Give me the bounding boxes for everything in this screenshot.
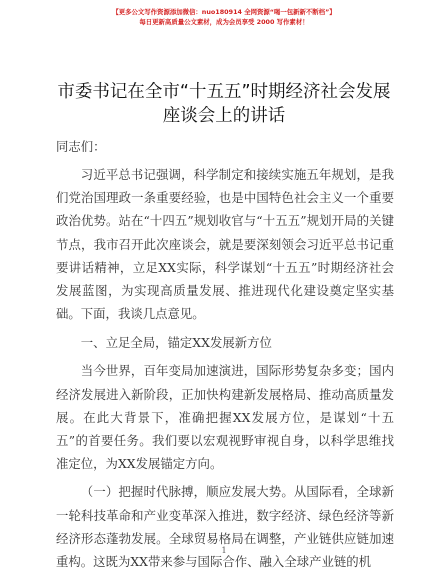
promo-banner bbox=[0, 7, 448, 27]
title-line-1: 市委书记在全市“十五五”时期经济社会发展 bbox=[57, 82, 391, 102]
promo-banner-line2: 每日更新高质量公文素材，成为会员享受 2000 写作素材！ bbox=[139, 18, 309, 26]
page-number: 1 bbox=[221, 546, 227, 555]
document-title bbox=[40, 80, 408, 128]
paragraph-3: （一）把握时代脉搏，顺应发展大势。从国际看，全球新一轮科技革命和产业变革深入推进，数字经济、绿色经济等新经济形态蓬勃发展。全球贸易格局在调整，产业链供应链加速重构。这既为XX带来参与国际合作、融入全球产业链的机 bbox=[56, 484, 394, 570]
title-line-2: 座谈会上的讲话 bbox=[162, 106, 286, 126]
section-heading-1: 一、立足全局，锚定XX发展新方位 bbox=[80, 335, 272, 351]
promo-banner-line1: 【更多公文写作资源添加微信：nuo180914 全网资源“喝一包新新不断档”】 bbox=[112, 8, 336, 16]
paragraph-1: 习近平总书记强调，科学制定和接续实施五年规划，是我们党治国理政一条重要经验，也是中国特色社会主义一个重要政治优势。站在“十四五”规划收官与“十五五”规划开局的关键节点，我市召开此次座谈会，就是要深刻领会习近平总书记重要讲话精神，立足XX实际，科学谋划“十五五”时期经济社会发展蓝图，为实现高质量发展、推进现代化建设奠定坚实基础。下面，我谈几点意见。 bbox=[56, 167, 394, 322]
salutation: 同志们： bbox=[56, 139, 106, 154]
document-body bbox=[56, 134, 394, 578]
paragraph-2: 当今世界，百年变局加速演进，国际形势复杂多变；国内经济发展进入新阶段，正加快构建新发展格局、推动高质量发展。在此大背景下，准确把握XX发展方位，是谋划“十五五”的首要任务。我们要以宏观视野审视自身，以科学思维找准定位，为XX发展锚定方向。 bbox=[56, 363, 394, 472]
